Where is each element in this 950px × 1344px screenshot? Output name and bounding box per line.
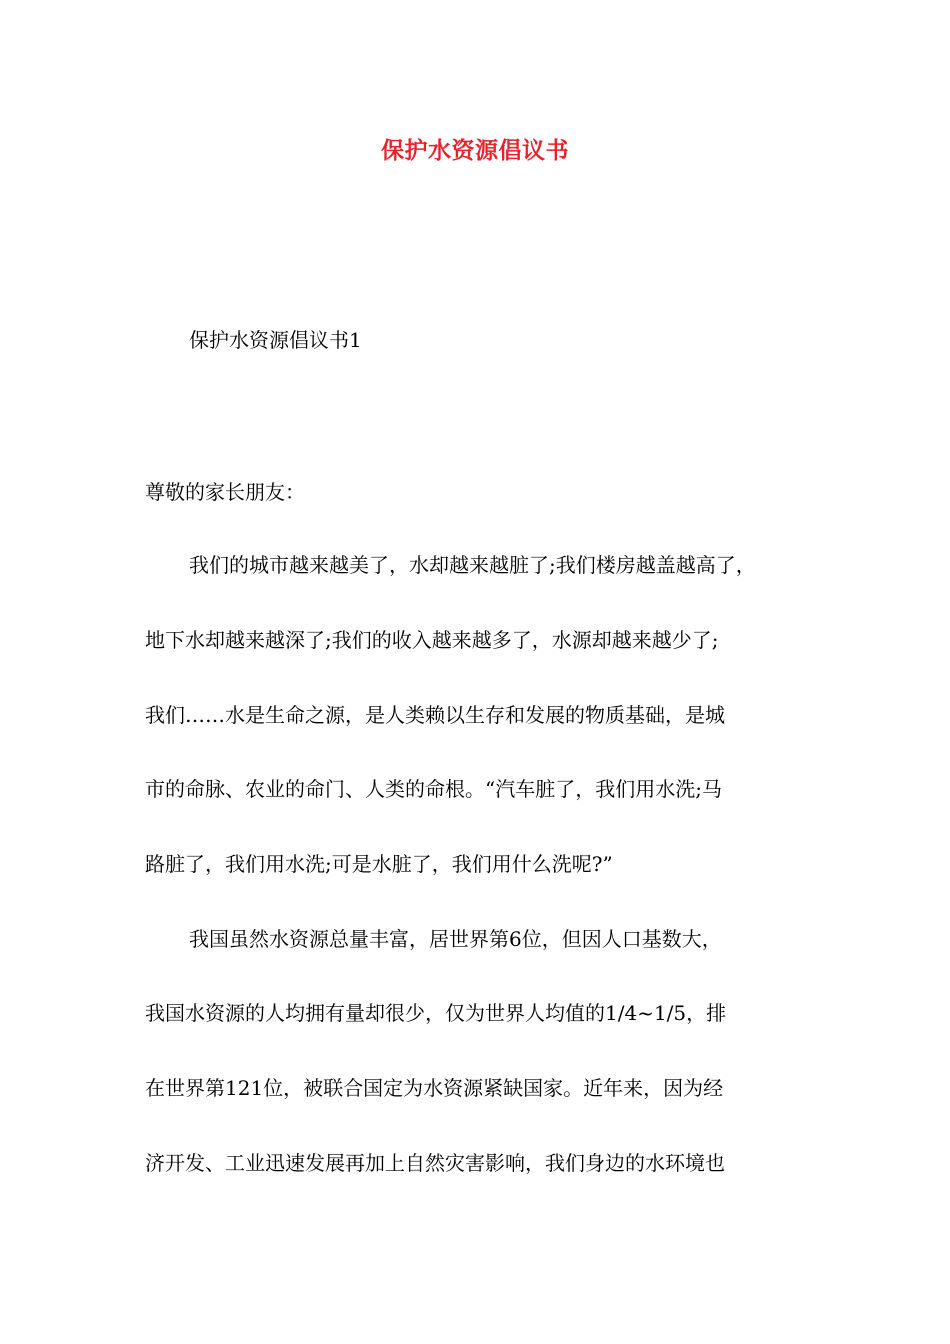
body-line: 我国水资源的人均拥有量却很少，仅为世界人均值的1/4~1/5，排 [145,1001,727,1025]
body-line: 市的命脉、农业的命门、人类的命根。“汽车脏了，我们用水洗;马 [145,777,722,801]
document-subtitle: 保护水资源倡议书1 [189,328,362,352]
body-line: 济开发、工业迅速发展再加上自然灾害影响，我们身边的水环境也 [145,1151,725,1175]
body-line: 地下水却越来越深了;我们的收入越来越多了，水源却越来越少了; [145,628,719,652]
body-line: 我国虽然水资源总量丰富，居世界第6位，但因人口基数大， [189,927,722,951]
salutation: 尊敬的家长朋友： [145,480,305,504]
body-line: 在世界第121位，被联合国定为水资源紧缺国家。近年来，因为经 [145,1076,724,1100]
document-title: 保护水资源倡议书 [381,137,569,164]
body-line: 我们的城市越来越美了，水却越来越脏了;我们楼房越盖越高了， [189,553,756,577]
body-line: 我们……水是生命之源，是人类赖以生存和发展的物质基础，是城 [145,703,725,727]
body-line: 路脏了，我们用水洗;可是水脏了，我们用什么洗呢?” [145,852,613,876]
